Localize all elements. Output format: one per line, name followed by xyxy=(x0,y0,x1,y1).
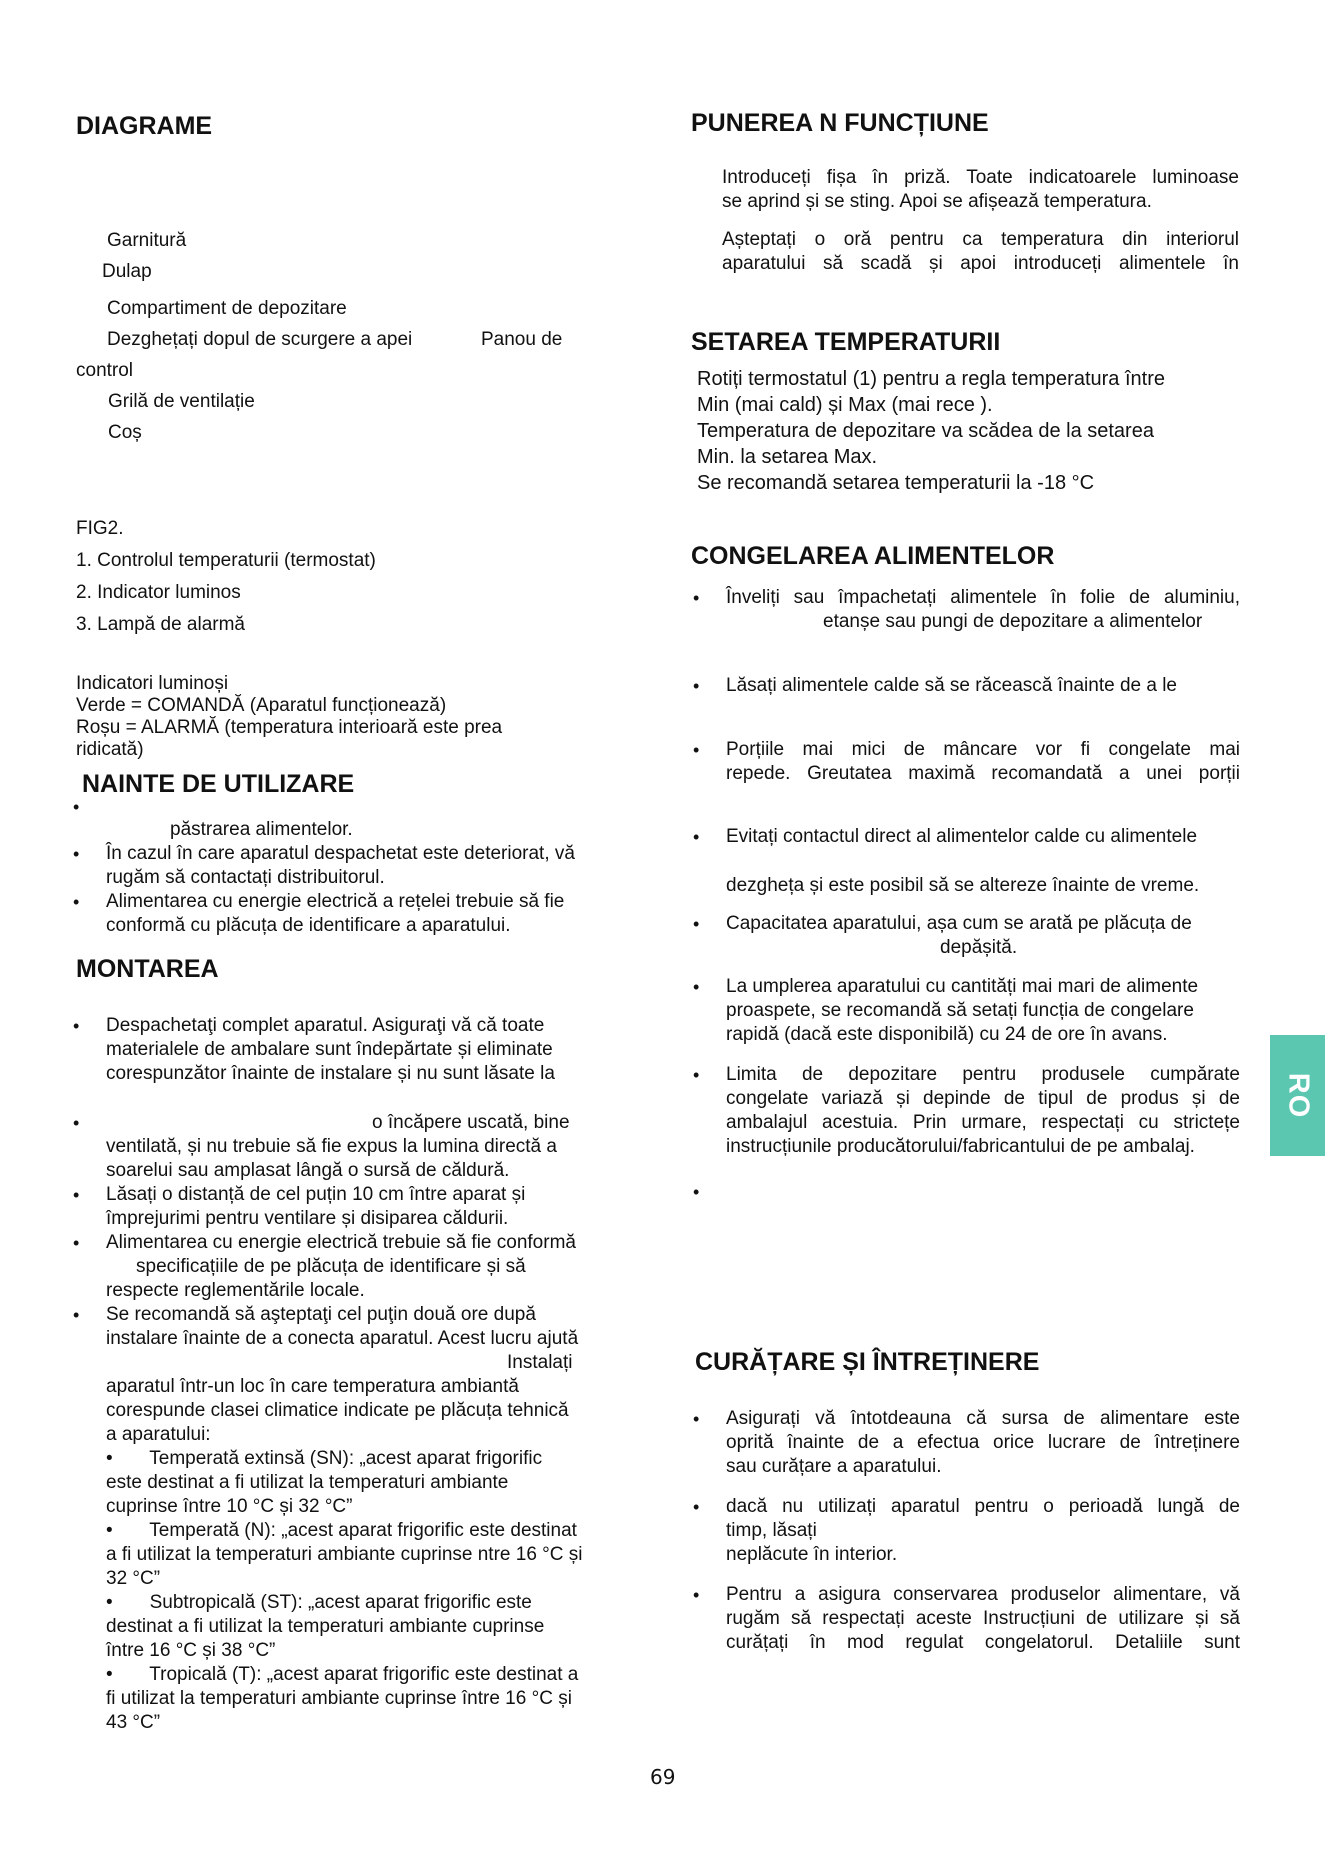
curatare-heading: CURĂȚARE ȘI ÎNTREȚINERE xyxy=(695,1348,1040,1376)
language-tab xyxy=(1270,1035,1325,1156)
montarea-line: respecte reglementările locale. xyxy=(106,1280,365,1301)
bullet: • xyxy=(693,588,700,608)
curatare-line: dacă nu utilizați aparatul pentru o perioadă lungă de xyxy=(726,1496,1240,1517)
setarea-line: Min. la setarea Max. xyxy=(697,446,878,468)
montarea-line: Instalați xyxy=(507,1352,573,1373)
diagram-item: Garnitură xyxy=(107,230,187,251)
montarea-line: specificațiile de pe plăcuța de identificare și să xyxy=(136,1256,526,1277)
fig2-item: 2. Indicator luminos xyxy=(76,582,241,603)
inainte-line: conformă cu plăcuța de identificare a aparatului. xyxy=(106,915,511,936)
congelarea-line: proaspete, se recomandă să setați funcția de congelare xyxy=(726,1000,1194,1021)
congelarea-line: rapidă (dacă este disponibilă) cu 24 de ore în avans. xyxy=(726,1024,1168,1045)
punerea-line: Introduceți fișa în priză. Toate indicatoarele luminoase xyxy=(722,167,1239,188)
montarea-line: aparatul într-un loc în care temperatura ambiantă xyxy=(106,1376,519,1397)
indicator-line: Roșu = ALARMĂ (temperatura interioară este prea xyxy=(76,717,503,738)
bullet: • xyxy=(693,827,700,847)
bullet: • xyxy=(693,1409,700,1429)
montarea-line: materialele de ambalare sunt îndepărtate și eliminate xyxy=(106,1039,553,1060)
montarea-line: a aparatului: xyxy=(106,1424,211,1445)
montarea-line: ventilată, și nu trebuie să fie expus la lumina directă a xyxy=(106,1136,557,1157)
montarea-line: este destinat a fi utilizat la temperaturi ambiante xyxy=(106,1472,509,1493)
inainte-line: În cazul în care aparatul despachetat este deteriorat, vă xyxy=(106,843,575,864)
fig2-item: 3. Lampă de alarmă xyxy=(76,614,245,635)
montarea-line: împrejurimi pentru ventilare și disiparea căldurii. xyxy=(106,1208,509,1229)
setarea-line: Se recomandă setarea temperaturii la -18 °C xyxy=(697,472,1095,494)
congelarea-line: La umplerea aparatului cu cantități mai mari de alimente xyxy=(726,976,1199,997)
bullet: • xyxy=(693,914,700,934)
diagram-item: Compartiment de depozitare xyxy=(107,298,347,319)
curatare-line: neplăcute în interior. xyxy=(726,1544,898,1565)
diagram-item: Grilă de ventilație xyxy=(108,391,255,412)
congelarea-line: Limita de depozitare pentru produsele cumpărate xyxy=(726,1064,1240,1085)
bullet: • xyxy=(73,1233,80,1253)
curatare-line: Pentru a asigura conservarea produselor alimentare, vă xyxy=(726,1584,1240,1605)
bullet: • xyxy=(693,977,700,997)
montarea-line: corespunzător înainte de instalare și nu sunt lăsate la xyxy=(106,1063,555,1084)
montarea-line: destinat a fi utilizat la temperaturi ambiante cuprinse xyxy=(106,1616,545,1637)
diagram-item: control xyxy=(76,360,134,381)
page-number: 69 xyxy=(650,1765,676,1789)
montarea-line: soarelui sau amplasat lângă o sursă de căldură. xyxy=(106,1160,510,1181)
setarea-line: Min (mai cald) și Max (mai rece ). xyxy=(697,394,993,416)
bullet: • xyxy=(73,892,80,912)
bullet: • xyxy=(693,1585,700,1605)
fig2-item: 1. Controlul temperaturii (termostat) xyxy=(76,550,376,571)
diagram-item: Coș xyxy=(108,422,142,443)
inainte-line: Alimentarea cu energie electrică a rețelei trebuie să fie xyxy=(106,891,565,912)
punerea-line: se aprind și se sting. Apoi se afișează temperatura. xyxy=(722,191,1152,212)
diagram-item: Dulap xyxy=(102,261,152,282)
language-tab-label: RO xyxy=(1282,1072,1314,1119)
bullet: • xyxy=(73,1113,80,1133)
bullet: • xyxy=(73,844,80,864)
montarea-line: o încăpere uscată, bine xyxy=(372,1112,570,1133)
bullet: • xyxy=(693,1065,700,1085)
bullet: • xyxy=(693,1182,700,1202)
bullet: • xyxy=(73,1305,80,1325)
montarea-line: cuprinse între 10 °C și 32 °C” xyxy=(106,1496,353,1517)
montarea-line: • Temperată (N): „acest aparat frigorific este destinat xyxy=(106,1520,577,1541)
montarea-line: 32 °C” xyxy=(106,1568,161,1589)
bullet: • xyxy=(73,797,80,817)
curatare-line: timp, lăsați xyxy=(726,1520,817,1541)
setarea-line: Rotiți termostatul (1) pentru a regla temperatura între xyxy=(697,368,1165,390)
indicator-line: Indicatori luminoși xyxy=(76,673,229,694)
inainte-line: rugăm să contactați distribuitorul. xyxy=(106,867,385,888)
curatare-line: sau curățare a aparatului. xyxy=(726,1456,942,1477)
montarea-line: instalare înainte de a conecta aparatul. Acest lucru ajută xyxy=(106,1328,579,1349)
congelarea-line: instrucțiunile producătorului/fabricantului de pe ambalaj. xyxy=(726,1136,1195,1157)
congelarea-line: Evitați contactul direct al alimentelor calde cu alimentele xyxy=(726,826,1198,847)
montarea-line: • Subtropicală (ST): „acest aparat frigorific este xyxy=(106,1592,532,1613)
congelarea-line: congelate variază și depinde de tipul de produs și de xyxy=(726,1088,1240,1109)
montarea-line: • Tropicală (T): „acest aparat frigorific este destinat a xyxy=(106,1664,579,1685)
indicator-line: ridicată) xyxy=(76,739,144,760)
congelarea-line: Porțiile mai mici de mâncare vor fi congelate mai xyxy=(726,739,1240,760)
diagram-item: Panou de xyxy=(481,329,563,350)
congelarea-line: dezgheța și este posibil să se altereze înainte de vreme. xyxy=(726,875,1200,896)
bullet: • xyxy=(693,676,700,696)
congelarea-line: repede. Greutatea maximă recomandată a unei porții xyxy=(726,763,1240,784)
setarea-heading: SETAREA TEMPERATURII xyxy=(691,328,1001,356)
congelarea-line: Capacitatea aparatului, așa cum se arată pe plăcuța de xyxy=(726,913,1192,934)
curatare-line: oprită înainte de a efectua orice lucrare de întreținere xyxy=(726,1432,1240,1453)
montarea-line: între 16 °C și 38 °C” xyxy=(106,1640,276,1661)
curatare-line: Asigurați vă întotdeauna că sursa de alimentare este xyxy=(726,1408,1240,1429)
indicator-line: Verde = COMANDĂ (Aparatul funcționează) xyxy=(76,695,447,716)
inainte-heading: NAINTE DE UTILIZARE xyxy=(82,770,355,798)
montarea-line: 43 °C” xyxy=(106,1712,161,1733)
montarea-line: • Temperată extinsă (SN): „acest aparat frigorific xyxy=(106,1448,543,1469)
setarea-line: Temperatura de depozitare va scădea de la setarea xyxy=(697,420,1154,442)
montarea-heading: MONTAREA xyxy=(76,955,219,983)
montarea-line: Lăsați o distanță de cel puțin 10 cm între aparat și xyxy=(106,1184,526,1205)
diagrame-heading: DIAGRAME xyxy=(76,112,213,140)
punerea-heading: PUNEREA N FUNCȚIUNE xyxy=(691,109,989,137)
montarea-line: fi utilizat la temperaturi ambiante cuprinse între 16 °C și xyxy=(106,1688,572,1709)
curatare-line: rugăm să respectați aceste Instrucțiuni de utilizare și să xyxy=(726,1608,1240,1629)
congelarea-line: etanșe sau pungi de depozitare a alimentelor xyxy=(823,611,1203,632)
fig2-label: FIG2. xyxy=(76,518,124,539)
montarea-line: corespunde clasei climatice indicate pe plăcuța tehnică xyxy=(106,1400,569,1421)
bullet: • xyxy=(693,740,700,760)
montarea-line: Se recomandă să aşteptaţi cel puţin două ore după xyxy=(106,1304,536,1325)
congelarea-line: depășită. xyxy=(940,937,1018,958)
punerea-line: aparatului să scadă și apoi introduceți alimentele în xyxy=(722,253,1239,274)
bullet: • xyxy=(73,1185,80,1205)
bullet: • xyxy=(693,1497,700,1517)
punerea-line: Așteptați o oră pentru ca temperatura din interiorul xyxy=(722,229,1239,250)
montarea-line: Despachetaţi complet aparatul. Asiguraţi vă că toate xyxy=(106,1015,545,1036)
congelarea-heading: CONGELAREA ALIMENTELOR xyxy=(691,542,1055,570)
curatare-line: curățați în mod regulat congelatorul. Detaliile sunt xyxy=(726,1632,1240,1653)
inainte-line: păstrarea alimentelor. xyxy=(170,819,353,840)
bullet: • xyxy=(73,1016,80,1036)
montarea-line: a fi utilizat la temperaturi ambiante cuprinse ntre 16 °C și xyxy=(106,1544,583,1565)
congelarea-line: ambalajul acestuia. Prin urmare, respectați cu strictețe xyxy=(726,1112,1240,1133)
congelarea-line: Lăsați alimentele calde să se răcească înainte de a le xyxy=(726,675,1177,696)
diagram-item: Dezghețați dopul de scurgere a apei xyxy=(107,329,413,350)
montarea-line: Alimentarea cu energie electrică trebuie să fie conformă xyxy=(106,1232,576,1253)
congelarea-line: Înveliți sau împachetați alimentele în folie de aluminiu, xyxy=(726,587,1240,608)
